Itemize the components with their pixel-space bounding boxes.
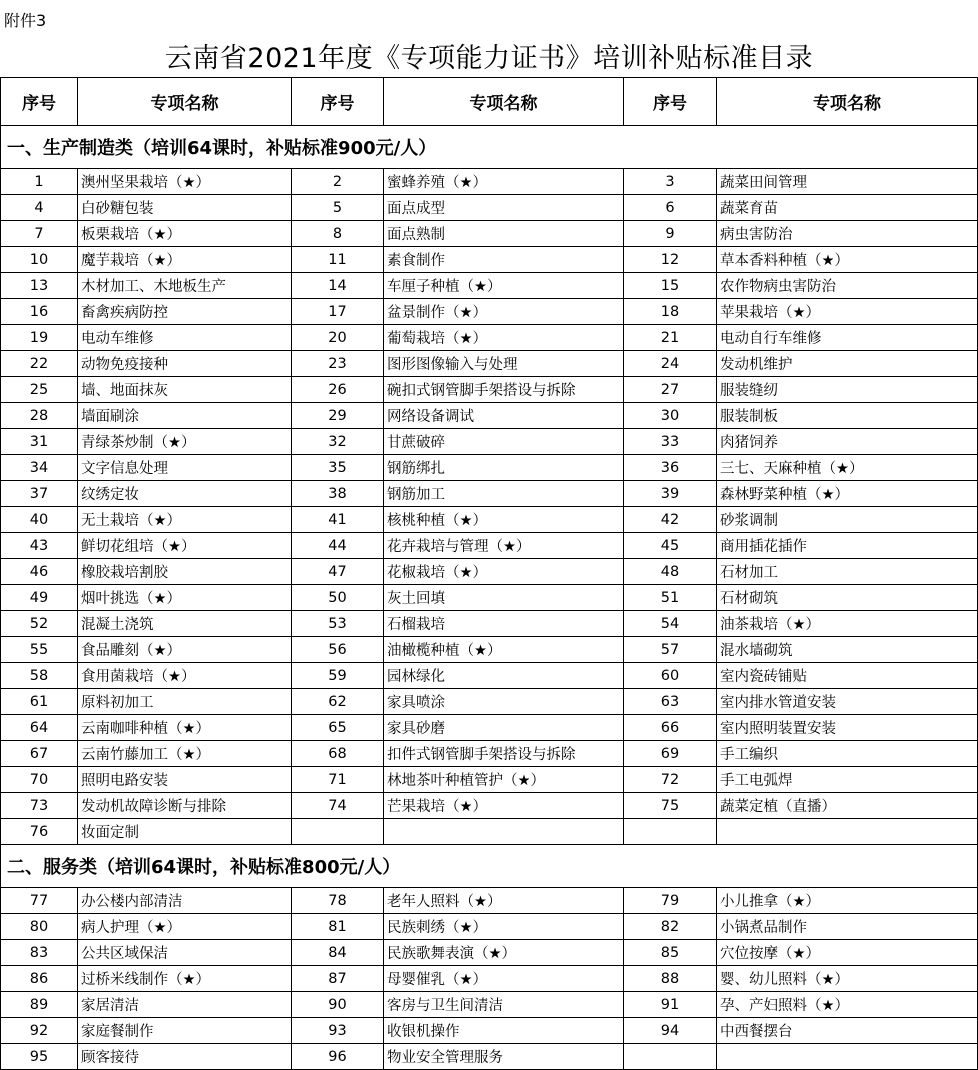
item-name-cell: 烟叶挑选（★） [78, 585, 292, 611]
serial-number-cell: 53 [292, 611, 384, 637]
column-header: 序号 [1, 78, 78, 126]
item-name-cell: 网络设备调试 [384, 403, 624, 429]
serial-number-cell: 79 [624, 888, 717, 914]
serial-number-cell: 45 [624, 533, 717, 559]
serial-number-cell: 77 [1, 888, 78, 914]
serial-number-cell: 19 [1, 325, 78, 351]
serial-number-cell: 5 [292, 195, 384, 221]
serial-number-cell: 93 [292, 1018, 384, 1044]
serial-number-cell: 21 [624, 325, 717, 351]
item-name-cell: 室内照明装置安装 [717, 715, 978, 741]
attachment-label: 附件3 [4, 11, 47, 30]
item-name-cell: 物业安全管理服务 [384, 1044, 624, 1070]
item-name-cell: 服装缝纫 [717, 377, 978, 403]
serial-number-cell: 8 [292, 221, 384, 247]
table-row [1, 325, 978, 351]
table-header-row [1, 78, 978, 126]
serial-number-cell: 38 [292, 481, 384, 507]
section-row [1, 126, 978, 169]
item-name-cell: 中西餐摆台 [717, 1018, 978, 1044]
serial-number-cell: 74 [292, 793, 384, 819]
table-row [1, 1044, 978, 1070]
serial-number-cell: 11 [292, 247, 384, 273]
table-row [1, 429, 978, 455]
serial-number-cell: 90 [292, 992, 384, 1018]
item-name-cell: 魔芋栽培（★） [78, 247, 292, 273]
item-name-cell: 混水墙砌筑 [717, 637, 978, 663]
item-name-cell: 民族刺绣（★） [384, 914, 624, 940]
serial-number-cell: 35 [292, 455, 384, 481]
serial-number-cell: 17 [292, 299, 384, 325]
item-name-cell: 电动车维修 [78, 325, 292, 351]
serial-number-cell: 32 [292, 429, 384, 455]
table-row [1, 767, 978, 793]
item-name-cell: 云南咖啡种植（★） [78, 715, 292, 741]
table-row [1, 689, 978, 715]
serial-number-cell: 96 [292, 1044, 384, 1070]
table-row [1, 481, 978, 507]
serial-number-cell: 41 [292, 507, 384, 533]
serial-number-cell: 71 [292, 767, 384, 793]
serial-number-cell: 92 [1, 1018, 78, 1044]
serial-number-cell: 12 [624, 247, 717, 273]
serial-number-cell: 58 [1, 663, 78, 689]
table-row [1, 966, 978, 992]
item-name-cell: 照明电路安装 [78, 767, 292, 793]
item-name-cell: 食用菌栽培（★） [78, 663, 292, 689]
section-row [1, 845, 978, 888]
table-row [1, 1018, 978, 1044]
serial-number-cell: 42 [624, 507, 717, 533]
item-name-cell: 灰土回填 [384, 585, 624, 611]
serial-number-cell: 16 [1, 299, 78, 325]
serial-number-cell: 78 [292, 888, 384, 914]
table-row [1, 992, 978, 1018]
serial-number-cell [624, 1044, 717, 1070]
serial-number-cell: 87 [292, 966, 384, 992]
item-name-cell: 芒果栽培（★） [384, 793, 624, 819]
item-name-cell: 动物免疫接种 [78, 351, 292, 377]
column-header: 专项名称 [717, 78, 978, 126]
item-name-cell: 青绿茶炒制（★） [78, 429, 292, 455]
serial-number-cell: 24 [624, 351, 717, 377]
item-name-cell: 钢筋绑扎 [384, 455, 624, 481]
serial-number-cell: 85 [624, 940, 717, 966]
item-name-cell: 白砂糖包装 [78, 195, 292, 221]
item-name-cell: 核桃种植（★） [384, 507, 624, 533]
table-row [1, 888, 978, 914]
serial-number-cell: 81 [292, 914, 384, 940]
serial-number-cell: 4 [1, 195, 78, 221]
item-name-cell: 油橄榄种植（★） [384, 637, 624, 663]
serial-number-cell: 14 [292, 273, 384, 299]
serial-number-cell: 1 [1, 169, 78, 195]
serial-number-cell: 18 [624, 299, 717, 325]
serial-number-cell: 26 [292, 377, 384, 403]
item-name-cell: 病虫害防治 [717, 221, 978, 247]
item-name-cell: 室内排水管道安装 [717, 689, 978, 715]
serial-number-cell: 62 [292, 689, 384, 715]
column-header: 序号 [624, 78, 717, 126]
item-name-cell: 肉猪饲养 [717, 429, 978, 455]
subsidy-table [0, 77, 978, 1070]
serial-number-cell: 33 [624, 429, 717, 455]
item-name-cell: 发动机故障诊断与排除 [78, 793, 292, 819]
serial-number-cell [624, 819, 717, 845]
column-header: 序号 [292, 78, 384, 126]
serial-number-cell: 47 [292, 559, 384, 585]
item-name-cell: 云南竹藤加工（★） [78, 741, 292, 767]
item-name-cell: 三七、天麻种植（★） [717, 455, 978, 481]
serial-number-cell: 34 [1, 455, 78, 481]
serial-number-cell: 82 [624, 914, 717, 940]
item-name-cell: 花卉栽培与管理（★） [384, 533, 624, 559]
serial-number-cell: 37 [1, 481, 78, 507]
serial-number-cell: 6 [624, 195, 717, 221]
item-name-cell: 商用插花插作 [717, 533, 978, 559]
item-name-cell: 碗扣式钢管脚手架搭设与拆除 [384, 377, 624, 403]
item-name-cell: 油茶栽培（★） [717, 611, 978, 637]
table-row [1, 637, 978, 663]
item-name-cell: 石材加工 [717, 559, 978, 585]
serial-number-cell: 13 [1, 273, 78, 299]
item-name-cell: 素食制作 [384, 247, 624, 273]
serial-number-cell [292, 819, 384, 845]
item-name-cell: 森林野菜种植（★） [717, 481, 978, 507]
item-name-cell: 室内瓷砖铺贴 [717, 663, 978, 689]
serial-number-cell: 10 [1, 247, 78, 273]
serial-number-cell: 72 [624, 767, 717, 793]
item-name-cell: 过桥米线制作（★） [78, 966, 292, 992]
item-name-cell: 花椒栽培（★） [384, 559, 624, 585]
table-row [1, 793, 978, 819]
serial-number-cell: 2 [292, 169, 384, 195]
item-name-cell: 小锅煮品制作 [717, 914, 978, 940]
table-row [1, 299, 978, 325]
serial-number-cell: 66 [624, 715, 717, 741]
table-row [1, 585, 978, 611]
item-name-cell: 发动机维护 [717, 351, 978, 377]
serial-number-cell: 43 [1, 533, 78, 559]
item-name-cell: 家居清洁 [78, 992, 292, 1018]
serial-number-cell: 15 [624, 273, 717, 299]
item-name-cell: 图形图像输入与处理 [384, 351, 624, 377]
serial-number-cell: 63 [624, 689, 717, 715]
serial-number-cell: 30 [624, 403, 717, 429]
serial-number-cell: 61 [1, 689, 78, 715]
serial-number-cell: 46 [1, 559, 78, 585]
table-row [1, 169, 978, 195]
serial-number-cell: 67 [1, 741, 78, 767]
serial-number-cell: 48 [624, 559, 717, 585]
serial-number-cell: 70 [1, 767, 78, 793]
item-name-cell: 家具砂磨 [384, 715, 624, 741]
serial-number-cell: 91 [624, 992, 717, 1018]
serial-number-cell: 73 [1, 793, 78, 819]
serial-number-cell: 83 [1, 940, 78, 966]
table-row [1, 403, 978, 429]
item-name-cell: 孕、产妇照料（★） [717, 992, 978, 1018]
item-name-cell: 家具喷涂 [384, 689, 624, 715]
table-row [1, 247, 978, 273]
serial-number-cell: 57 [624, 637, 717, 663]
table-row [1, 195, 978, 221]
item-name-cell: 原料初加工 [78, 689, 292, 715]
serial-number-cell: 7 [1, 221, 78, 247]
item-name-cell: 混凝土浇筑 [78, 611, 292, 637]
item-name-cell: 母婴催乳（★） [384, 966, 624, 992]
item-name-cell: 手工编织 [717, 741, 978, 767]
item-name-cell: 无土栽培（★） [78, 507, 292, 533]
item-name-cell: 钢筋加工 [384, 481, 624, 507]
item-name-cell: 墙面刷涂 [78, 403, 292, 429]
item-name-cell: 病人护理（★） [78, 914, 292, 940]
column-header: 专项名称 [78, 78, 292, 126]
table-row [1, 914, 978, 940]
table-row [1, 273, 978, 299]
serial-number-cell: 65 [292, 715, 384, 741]
item-name-cell: 文字信息处理 [78, 455, 292, 481]
table-row [1, 611, 978, 637]
table-row [1, 663, 978, 689]
serial-number-cell: 64 [1, 715, 78, 741]
item-name-cell: 客房与卫生间清洁 [384, 992, 624, 1018]
table-body [1, 126, 978, 1070]
item-name-cell: 鲜切花组培（★） [78, 533, 292, 559]
item-name-cell: 妆面定制 [78, 819, 292, 845]
item-name-cell: 砂浆调制 [717, 507, 978, 533]
serial-number-cell: 68 [292, 741, 384, 767]
item-name-cell: 板栗栽培（★） [78, 221, 292, 247]
serial-number-cell: 69 [624, 741, 717, 767]
serial-number-cell: 49 [1, 585, 78, 611]
item-name-cell: 家庭餐制作 [78, 1018, 292, 1044]
item-name-cell: 公共区域保洁 [78, 940, 292, 966]
serial-number-cell: 80 [1, 914, 78, 940]
serial-number-cell: 76 [1, 819, 78, 845]
table-row [1, 559, 978, 585]
item-name-cell: 蔬菜育苗 [717, 195, 978, 221]
item-name-cell: 农作物病虫害防治 [717, 273, 978, 299]
item-name-cell: 园林绿化 [384, 663, 624, 689]
serial-number-cell: 51 [624, 585, 717, 611]
item-name-cell: 老年人照料（★） [384, 888, 624, 914]
serial-number-cell: 54 [624, 611, 717, 637]
serial-number-cell: 89 [1, 992, 78, 1018]
item-name-cell: 食品雕刻（★） [78, 637, 292, 663]
section-title: 二、服务类（培训64课时，补贴标准800元/人） [1, 845, 978, 888]
item-name-cell: 蜜蜂养殖（★） [384, 169, 624, 195]
serial-number-cell: 44 [292, 533, 384, 559]
table-row [1, 715, 978, 741]
item-name-cell [717, 1044, 978, 1070]
table-row [1, 221, 978, 247]
item-name-cell: 盆景制作（★） [384, 299, 624, 325]
item-name-cell: 电动自行车维修 [717, 325, 978, 351]
item-name-cell: 蔬菜定植（直播） [717, 793, 978, 819]
item-name-cell: 顾客接待 [78, 1044, 292, 1070]
item-name-cell: 澳州坚果栽培（★） [78, 169, 292, 195]
item-name-cell: 林地茶叶种植管护（★） [384, 767, 624, 793]
item-name-cell: 面点熟制 [384, 221, 624, 247]
serial-number-cell: 40 [1, 507, 78, 533]
page-title: 云南省2021年度《专项能力证书》培训补贴标准目录 [164, 43, 814, 74]
item-name-cell: 面点成型 [384, 195, 624, 221]
item-name-cell: 葡萄栽培（★） [384, 325, 624, 351]
table-row [1, 351, 978, 377]
item-name-cell: 甘蔗破碎 [384, 429, 624, 455]
item-name-cell: 墙、地面抹灰 [78, 377, 292, 403]
serial-number-cell: 88 [624, 966, 717, 992]
serial-number-cell: 39 [624, 481, 717, 507]
item-name-cell: 手工电弧焊 [717, 767, 978, 793]
table-row [1, 455, 978, 481]
serial-number-cell: 25 [1, 377, 78, 403]
serial-number-cell: 84 [292, 940, 384, 966]
section-title: 一、生产制造类（培训64课时，补贴标准900元/人） [1, 126, 978, 169]
table-row [1, 819, 978, 845]
item-name-cell: 石材砌筑 [717, 585, 978, 611]
item-name-cell: 车厘子种植（★） [384, 273, 624, 299]
table-row [1, 533, 978, 559]
serial-number-cell: 36 [624, 455, 717, 481]
serial-number-cell: 59 [292, 663, 384, 689]
item-name-cell: 民族歌舞表演（★） [384, 940, 624, 966]
item-name-cell [717, 819, 978, 845]
item-name-cell: 收银机操作 [384, 1018, 624, 1044]
item-name-cell: 婴、幼儿照料（★） [717, 966, 978, 992]
item-name-cell: 石榴栽培 [384, 611, 624, 637]
table-row [1, 940, 978, 966]
table-row [1, 741, 978, 767]
serial-number-cell: 3 [624, 169, 717, 195]
table-row [1, 377, 978, 403]
item-name-cell: 草本香料种植（★） [717, 247, 978, 273]
serial-number-cell: 56 [292, 637, 384, 663]
serial-number-cell: 27 [624, 377, 717, 403]
serial-number-cell: 95 [1, 1044, 78, 1070]
serial-number-cell: 20 [292, 325, 384, 351]
serial-number-cell: 75 [624, 793, 717, 819]
serial-number-cell: 52 [1, 611, 78, 637]
serial-number-cell: 31 [1, 429, 78, 455]
serial-number-cell: 50 [292, 585, 384, 611]
item-name-cell: 扣件式钢管脚手架搭设与拆除 [384, 741, 624, 767]
serial-number-cell: 29 [292, 403, 384, 429]
item-name-cell: 橡胶栽培割胶 [78, 559, 292, 585]
serial-number-cell: 22 [1, 351, 78, 377]
item-name-cell: 小儿推拿（★） [717, 888, 978, 914]
serial-number-cell: 86 [1, 966, 78, 992]
column-header: 专项名称 [384, 78, 624, 126]
item-name-cell: 服装制板 [717, 403, 978, 429]
item-name-cell: 苹果栽培（★） [717, 299, 978, 325]
item-name-cell: 穴位按摩（★） [717, 940, 978, 966]
item-name-cell [384, 819, 624, 845]
serial-number-cell: 28 [1, 403, 78, 429]
serial-number-cell: 55 [1, 637, 78, 663]
item-name-cell: 畜禽疾病防控 [78, 299, 292, 325]
serial-number-cell: 23 [292, 351, 384, 377]
item-name-cell: 木材加工、木地板生产 [78, 273, 292, 299]
serial-number-cell: 9 [624, 221, 717, 247]
table-row [1, 507, 978, 533]
item-name-cell: 办公楼内部清洁 [78, 888, 292, 914]
serial-number-cell: 94 [624, 1018, 717, 1044]
serial-number-cell: 60 [624, 663, 717, 689]
item-name-cell: 纹绣定妆 [78, 481, 292, 507]
item-name-cell: 蔬菜田间管理 [717, 169, 978, 195]
